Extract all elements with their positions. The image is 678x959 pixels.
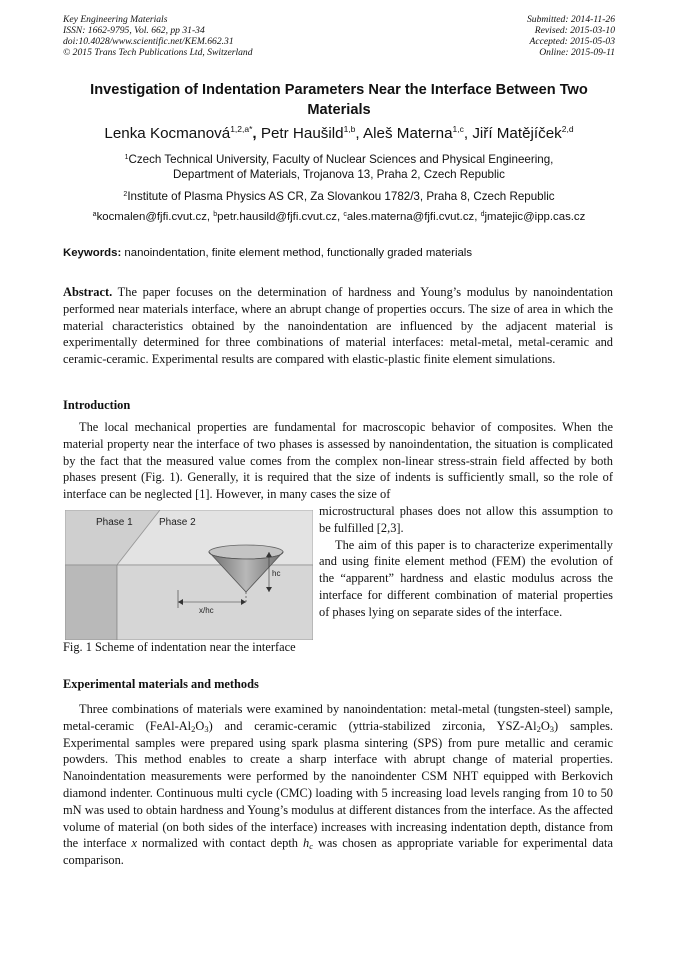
introduction-heading: Introduction [63,398,131,412]
publication-dates [527,14,615,58]
affiliation-line: Institute of Plasma Physics AS CR, Za Slovankou 1782/3, Praha 8, Czech Republic [127,190,555,203]
experimental-heading: Experimental materials and methods [63,677,259,691]
author-name: Lenka Kocmanová [104,125,231,142]
abstract [63,284,613,368]
affiliation-line: Czech Technical University, Faculty of Nuclear Sciences and Physical Engineering, [128,153,554,166]
email-link[interactable]: jmatejic@ipp.cas.cz [484,211,586,223]
date-revised: Revised: 2015-03-10 [534,25,615,36]
experimental-paragraph [63,701,613,869]
abstract-text: The paper focuses on the determination of hardness and Young’s modulus by nanoindentation performed near materials interface, where an abrupt change of properties occurs. The size of area in which the material characteristics obtained by the nanoindentation are influenced by the adjacent material is experimentally determined for three combinations of material interfaces: metal-metal, metal-ceramic and ceramic-ceramic. Experimental results are compared with elastic-plastic finite element simulations. [63,285,613,367]
journal-copyright: © 2015 Trans Tech Publications Ltd, Switzerland [63,47,253,58]
experimental-text: Three combinations of materials were examined by nanoindentation: metal-metal (tungsten-steel) sample, metal-ceramic (FeAl-Al [63,702,613,733]
subscript: 3 [204,723,209,734]
introduction-paragraph-2: The aim of this paper is to characterize experimentally and using finite element method (FEM) the evolution of the “apparent” hardness and elastic modulus across the interface for different combination of material properties of phases lying on separate sides of the interface. [319,537,613,619]
affiliation-2 [40,189,638,204]
affiliation-superscript: 2 [123,191,128,198]
abstract-label: Abstract. [63,285,113,299]
keywords [63,246,472,261]
subscript: c [309,841,313,852]
email-superscript: a [92,211,97,218]
author-list: Lenka Kocmanová$^{1,2,a*}$, Petr Haušild$^{1,b}$, Aleš Materna$^{1,c}$, Jiří Matějíček$^{2,d}$ [104,124,574,142]
email-superscript: b [213,211,218,218]
affiliation-1 [40,152,638,182]
subscript: 3 [549,723,555,734]
email-superscript: c [343,211,347,218]
date-online: Online: 2015-09-11 [539,47,615,58]
variable-h: h [303,836,310,851]
email-link[interactable]: petr.hausild@fjfi.cvut.cz [217,211,337,223]
phase-2-label: Phase 2 [159,517,196,528]
oxygen-symbol: O [195,718,205,733]
journal-doi: doi:10.4028/www.scientific.net/KEM.662.31 [63,36,234,47]
phase-2-front-face [117,565,313,640]
email-list: $^a$kocmalen@fjfi.cvut.cz, $^b$petr.hausild@fjfi.cvut.cz, $^c$ales.materna@fjfi.cvut.cz, $^d$jmatejic@ipp.cas.cz [92,211,586,223]
phase-1-label: Phase 1 [96,517,133,528]
author-name: Jiří Matějíček [472,125,562,142]
experimental-text: normalized with contact depth [136,836,303,851]
oxygen-symbol: O [540,718,550,733]
email-link[interactable]: kocmalen@fjfi.cvut.cz [96,211,207,223]
x-over-hc-label: x/hc [199,606,214,615]
experimental-text: ) and ceramic-ceramic (yttria-stabilized zirconia, YSZ-Al [208,718,537,733]
author-superscript: 1,b [343,124,356,134]
author-superscript: 2,d [561,124,574,134]
introduction-paragraph-1-continued: microstructural phases does not allow this assumption to be fulfilled [2,3]. [319,504,613,535]
variable-x: x [131,836,137,851]
paper-title: Investigation of Indentation Parameters Near the Interface Between Two Materials [90,82,588,118]
subscript: 2 [536,723,541,734]
affiliation-line: Department of Materials, Trojanova 13, Praha 2, Czech Republic [173,168,505,181]
date-submitted: Submitted: 2014-11-26 [526,14,615,25]
experimental-text: ) samples. Experimental samples were prepared using spark plasma sintering (SPS) from pure metallic and ceramic powders. This method enables to create a sharp interface with abrupt change of material properties. Nanoindentation measurements were performed by the nanoindenter CSM NHT equipped with Berkovich diamond indenter. Continuous multi cycle (CMC) loading with 5 increasing load levels ranging from 10 to 50 mN was used to obtain hardness and Young’s modulus at different distances from the interface. As the affected volume of material (on both sides of the interface) increases with increasing indentation depth, distance from the interface [63,718,613,851]
figure-1-caption: Fig. 1 Scheme of indentation near the interface [63,640,296,654]
email-superscript: d [480,211,485,218]
keywords-label: Keywords: [63,247,122,259]
subscript: 2 [191,723,196,734]
experimental-text: was chosen as appropriate variable for experimental data comparison. [63,836,614,868]
author-name: Aleš Materna [363,125,453,142]
journal-name: Key Engineering Materials [63,14,168,25]
author-superscript: 1,2,a* [230,124,253,134]
journal-issn: ISSN: 1662-9795, Vol. 662, pp 31-34 [63,25,205,36]
indentation-scheme-diagram [65,510,313,640]
figure-1 [65,510,313,640]
phase-1-front-face [65,565,117,640]
date-accepted: Accepted: 2015-05-03 [529,36,615,47]
introduction-text-beside-figure [319,503,613,621]
keywords-text: nanoindentation, finite element method, functionally graded materials [121,247,473,259]
email-link[interactable]: ales.materna@fjfi.cvut.cz [346,211,475,223]
introduction-paragraph-1: The local mechanical properties are fundamental for macroscopic behavior of composites. When the material property near the interface of two phases is assessed by nanoindentation, the situation is complicated by the fact that the measured value comes from the complex non-linear stress-strain field affected by both phases present (Fig. 1). Generally, it is required that the size of indents is sufficiently small, so the role of interface can be neglected [1]. However, in many cases the size of [63,420,613,502]
affiliation-superscript: 1 [124,154,129,161]
journal-info [63,14,253,58]
author-superscript: 1,c [452,124,464,134]
hc-label: hc [272,569,281,578]
author-name: Petr Haušild [260,125,344,142]
